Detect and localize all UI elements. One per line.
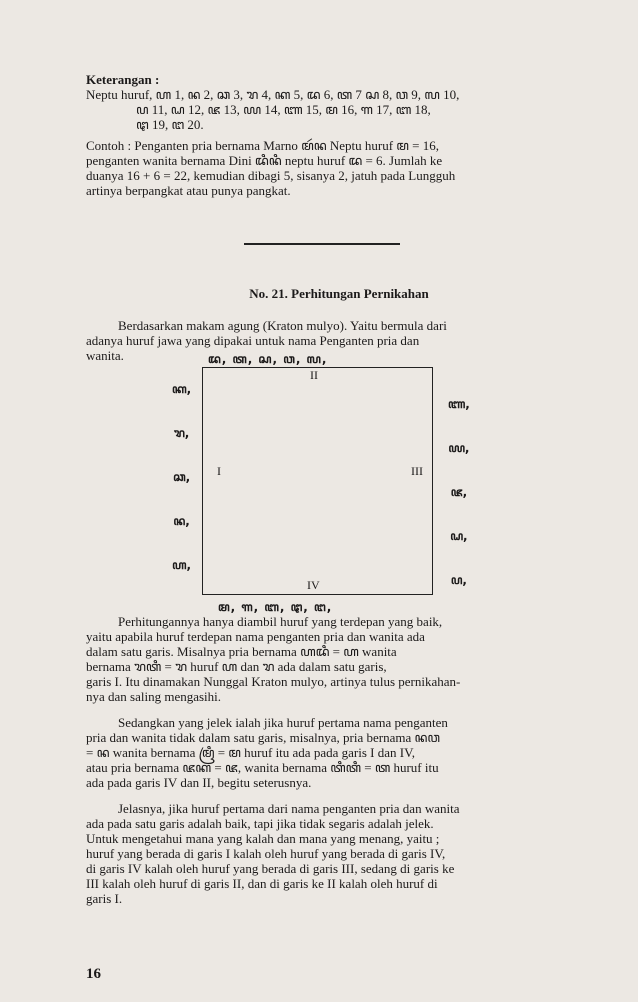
perhitungan-line-1: Perhitungannya hanya diambil huruf yang terdepan yang baik, xyxy=(118,614,443,629)
jelasnya-line-6: III kalah oleh huruf di garis II, dan di garis ke II kalah oleh huruf di xyxy=(86,876,438,891)
paragraph-jelek xyxy=(86,715,592,790)
jelek-line-4: atau pria bernama ꦗꦏ = ꦗ, wanita bernama ꦠꦶꦠꦶ = ꦠ huruf itu xyxy=(86,760,439,775)
left-letter: ꦫ, xyxy=(173,426,190,440)
jelasnya-line-7: garis I. xyxy=(86,891,123,906)
diagram-left-letters xyxy=(172,380,191,580)
neptu-line-3: ꦛ 19, ꦔ 20. xyxy=(136,117,204,132)
jelek-line-1: Sedangkan yang jelek ialah jika huruf pertama nama penganten xyxy=(118,715,448,730)
contoh-line-4: artinya berpangkat atau punya pangkat. xyxy=(86,183,291,198)
perhitungan-line-3: dalam satu garis. Misalnya pria bernama ꦲꦢꦶ = ꦲ wanita xyxy=(86,644,397,659)
paragraph-perhitungan xyxy=(86,614,592,704)
jelasnya-line-3: Untuk mengetahui mana yang kalah dan mana yang menang, yaitu ; xyxy=(86,831,440,846)
perhitungan-line-2: yaitu apabila huruf terdepan nama penganten pria dan wanita ada xyxy=(86,629,425,644)
diagram-label-top: II xyxy=(310,368,318,382)
right-letter: ꦚ, xyxy=(448,397,470,411)
paragraph-intro xyxy=(86,318,592,363)
perhitungan-line-6: nya dan saling mengasihi. xyxy=(86,689,222,704)
intro-line-2: adanya huruf jawa yang dipakai untuk nama Penganten pria dan xyxy=(86,333,420,348)
jelek-line-2: pria dan wanita tidak dalam satu garis, misalnya, pria bernama ꦤꦮ xyxy=(86,730,440,745)
perhitungan-line-5: garis I. Itu dinamakan Nunggal Kraton mulyo, artinya tulus pernikahan- xyxy=(86,674,461,689)
left-letter: ꦲ, xyxy=(172,558,192,572)
left-letter: ꦕ, xyxy=(173,470,191,484)
diagram-label-left: I xyxy=(217,464,221,478)
contoh-line-1: Contoh : Penganten pria bernama Marno ꦩꦂꦤ Neptu huruf ꦩ = 16, xyxy=(86,138,440,153)
contoh-line-3: duanya 16 + 6 = 22, kemudian dibagi 5, sisanya 2, jatuh pada Lungguh xyxy=(86,168,456,183)
neptu-line-1: Neptu huruf, ꦲ 1, ꦤ 2, ꦕ 3, ꦫ 4, ꦏ 5, ꦢ 6, ꦠ 7 ꦱ 8, ꦮ 9, ꦭ 10, xyxy=(86,87,460,102)
intro-line-1: Berdasarkan makam agung (Kraton mulyo). Yaitu bermula dari xyxy=(118,318,447,333)
neptu-line-2: ꦥ 11, ꦝ 12, ꦗ 13, ꦪ 14, ꦚ 15, ꦩ 16, ꦒ 17, ꦧ 18, xyxy=(136,102,431,117)
right-letter: ꦗ, xyxy=(450,485,468,499)
contoh-line-2: penganten wanita bernama Dini ꦢꦶꦤꦶ neptu huruf ꦢ = 6. Jumlah ke xyxy=(86,153,443,168)
right-letter: ꦥ, xyxy=(450,573,467,587)
jelasnya-line-1: Jelasnya, jika huruf pertama dari nama penganten pria dan wanita xyxy=(118,801,460,816)
left-letter: ꦏ, xyxy=(172,382,192,396)
diagram-right-letters xyxy=(448,395,470,595)
paragraph-jelasnya xyxy=(86,801,592,906)
left-letter: ꦤ, xyxy=(173,514,190,528)
jelasnya-line-2: ada pada satu garis adalah baik, tapi jika tidak segaris adalah jelek. xyxy=(86,816,434,831)
diagram-label-right: III xyxy=(411,464,423,478)
perhitungan-line-4: bernama ꦫꦠꦶ = ꦫ huruf ꦲ dan ꦫ ada dalam satu garis, xyxy=(86,659,387,674)
intro-line-3: wanita. xyxy=(86,348,124,363)
diagram-label-bottom: IV xyxy=(307,578,320,592)
jelek-line-5: ada pada garis IV dan II, begitu seterusnya. xyxy=(86,775,312,790)
jelasnya-line-5: di garis IV kalah oleh huruf yang berada di garis III, sedang di garis ke xyxy=(86,861,455,876)
right-letter: ꦝ, xyxy=(450,529,468,543)
keterangan-title: Keterangan : xyxy=(86,72,160,87)
jelek-line-3: = ꦤ wanita bernama ꦩꦿꦶ = ꦩ huruf itu ada pada garis I dan IV, xyxy=(86,745,416,760)
section-heading: No. 21. Perhitungan Pernikahan xyxy=(249,286,429,301)
page-number: 16 xyxy=(86,966,101,982)
kraton-diagram-box xyxy=(202,367,433,595)
diagram-bottom-letters: ꦩ, ꦒ, ꦧ, ꦛ, ꦔ, xyxy=(218,600,333,614)
jelasnya-line-4: huruf yang berada di garis I kalah oleh huruf yang berada di garis IV, xyxy=(86,846,446,861)
right-letter: ꦪ, xyxy=(448,441,470,455)
diagram-top-letters: ꦢ, ꦠ, ꦱ, ꦮ, ꦭ, xyxy=(208,352,328,366)
